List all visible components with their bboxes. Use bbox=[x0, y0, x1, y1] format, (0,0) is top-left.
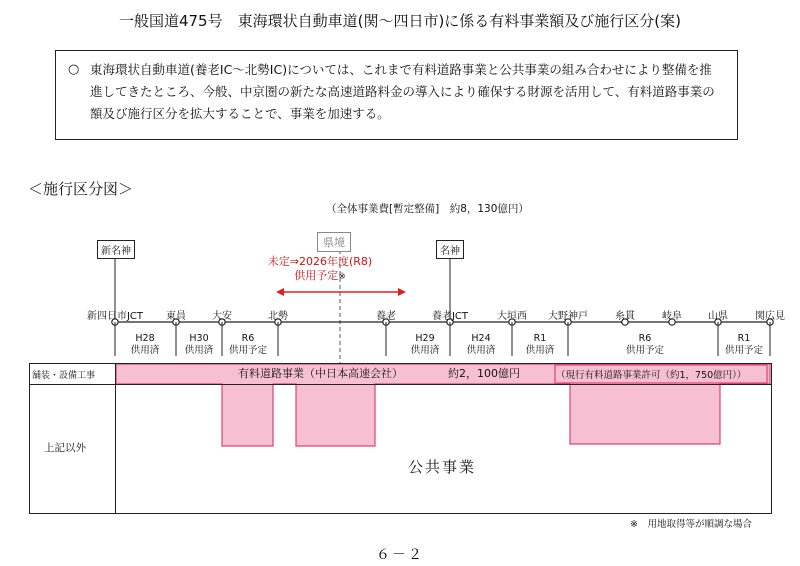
segment-status bbox=[467, 333, 496, 357]
section-title: ＜施行区分図＞ bbox=[28, 180, 134, 198]
station-label: 岐阜 bbox=[662, 311, 682, 322]
station-label: 山県 bbox=[708, 311, 728, 322]
segment-status bbox=[185, 333, 214, 357]
station-label: 大野神戸 bbox=[548, 311, 588, 322]
station-label: 新四日市JCT bbox=[86, 311, 144, 322]
footnote: ※ 用地取得等が順調な場合 bbox=[630, 519, 752, 530]
toll-project-label: 有料道路事業（中日本高速会社） bbox=[238, 367, 403, 380]
segment-state: 供用済 bbox=[130, 345, 160, 356]
arrow-head-left bbox=[276, 288, 284, 296]
undecided-note bbox=[250, 255, 390, 284]
segment-era: R6 bbox=[638, 333, 652, 344]
current-permit-label: （現行有料道路事業許可（約1，750億円）） bbox=[556, 370, 747, 381]
segment-status bbox=[229, 333, 267, 357]
station-label: 東員 bbox=[166, 311, 186, 322]
segment-era: H24 bbox=[471, 333, 491, 344]
arrow-head-right bbox=[398, 288, 406, 296]
undecided-mark: ※ bbox=[338, 272, 346, 282]
shin-meishin-tag: 新名神 bbox=[97, 240, 135, 259]
segment-state: 供用予定 bbox=[228, 345, 268, 356]
row-label-paving: 舗装・設備工事 bbox=[32, 371, 96, 381]
meishin-tag: 名神 bbox=[436, 240, 464, 259]
column-divider bbox=[115, 363, 116, 514]
station-label: 大安 bbox=[212, 311, 232, 322]
summary-note-text: 東海環状自動車道(養老IC～北勢IC)については、これまで有料道路事業と公共事業の組み合わせにより整備を推進してきたところ、今般、中京圏の新たな高速道路料金の導入により確保する財源を活用して、有料道路事業の額及び施行区分を拡大することで、事業を加速する。 bbox=[90, 62, 715, 121]
toll-project-amount: 約2，100億円 bbox=[448, 367, 520, 380]
row-label-other: 上記以外 bbox=[44, 442, 86, 454]
segment-era: R6 bbox=[241, 333, 255, 344]
row-divider bbox=[29, 384, 772, 385]
station-label: 養老 bbox=[376, 311, 396, 322]
segment-era: H30 bbox=[189, 333, 209, 344]
segment-era: H28 bbox=[135, 333, 155, 344]
segment-status bbox=[411, 333, 440, 357]
prefecture-boundary-label: 県境 bbox=[317, 232, 351, 252]
station-label: 養老JCT bbox=[431, 311, 469, 322]
segment-state: 供用済 bbox=[466, 345, 496, 356]
station-label: 大垣西 bbox=[497, 311, 527, 322]
total-cost: （全体事業費[暫定整備] 約8，130億円） bbox=[326, 203, 529, 215]
segment-state: 供用済 bbox=[525, 345, 555, 356]
segment-state: 供用済 bbox=[410, 345, 440, 356]
segment-era: H29 bbox=[415, 333, 435, 344]
undecided-line1: 未定⇒2026年度(R8) bbox=[267, 255, 373, 268]
bullet-circle: ○ bbox=[68, 62, 80, 77]
segment-status bbox=[526, 333, 555, 357]
construction-table bbox=[29, 363, 772, 514]
page-title: 一般国道475号 東海環状自動車道(関～四日市)に係る有料事業額及び施行区分(案) bbox=[118, 12, 682, 30]
segment-status bbox=[725, 333, 763, 357]
station-label: 北勢 bbox=[268, 311, 288, 322]
station-label: 関広見 bbox=[755, 311, 785, 322]
segment-era: R1 bbox=[737, 333, 751, 344]
segment-state: 供用済 bbox=[184, 345, 214, 356]
undecided-line2: 供用予定 bbox=[294, 269, 339, 282]
page-number: ６－２ bbox=[376, 547, 424, 563]
segment-state: 供用予定 bbox=[724, 345, 764, 356]
segment-state: 供用予定 bbox=[625, 345, 665, 356]
segment-era: R1 bbox=[533, 333, 547, 344]
segment-status bbox=[131, 333, 160, 357]
station-label: 糸貫 bbox=[615, 311, 635, 322]
public-project-label: 公共事業 bbox=[408, 458, 477, 476]
segment-status bbox=[626, 333, 664, 357]
